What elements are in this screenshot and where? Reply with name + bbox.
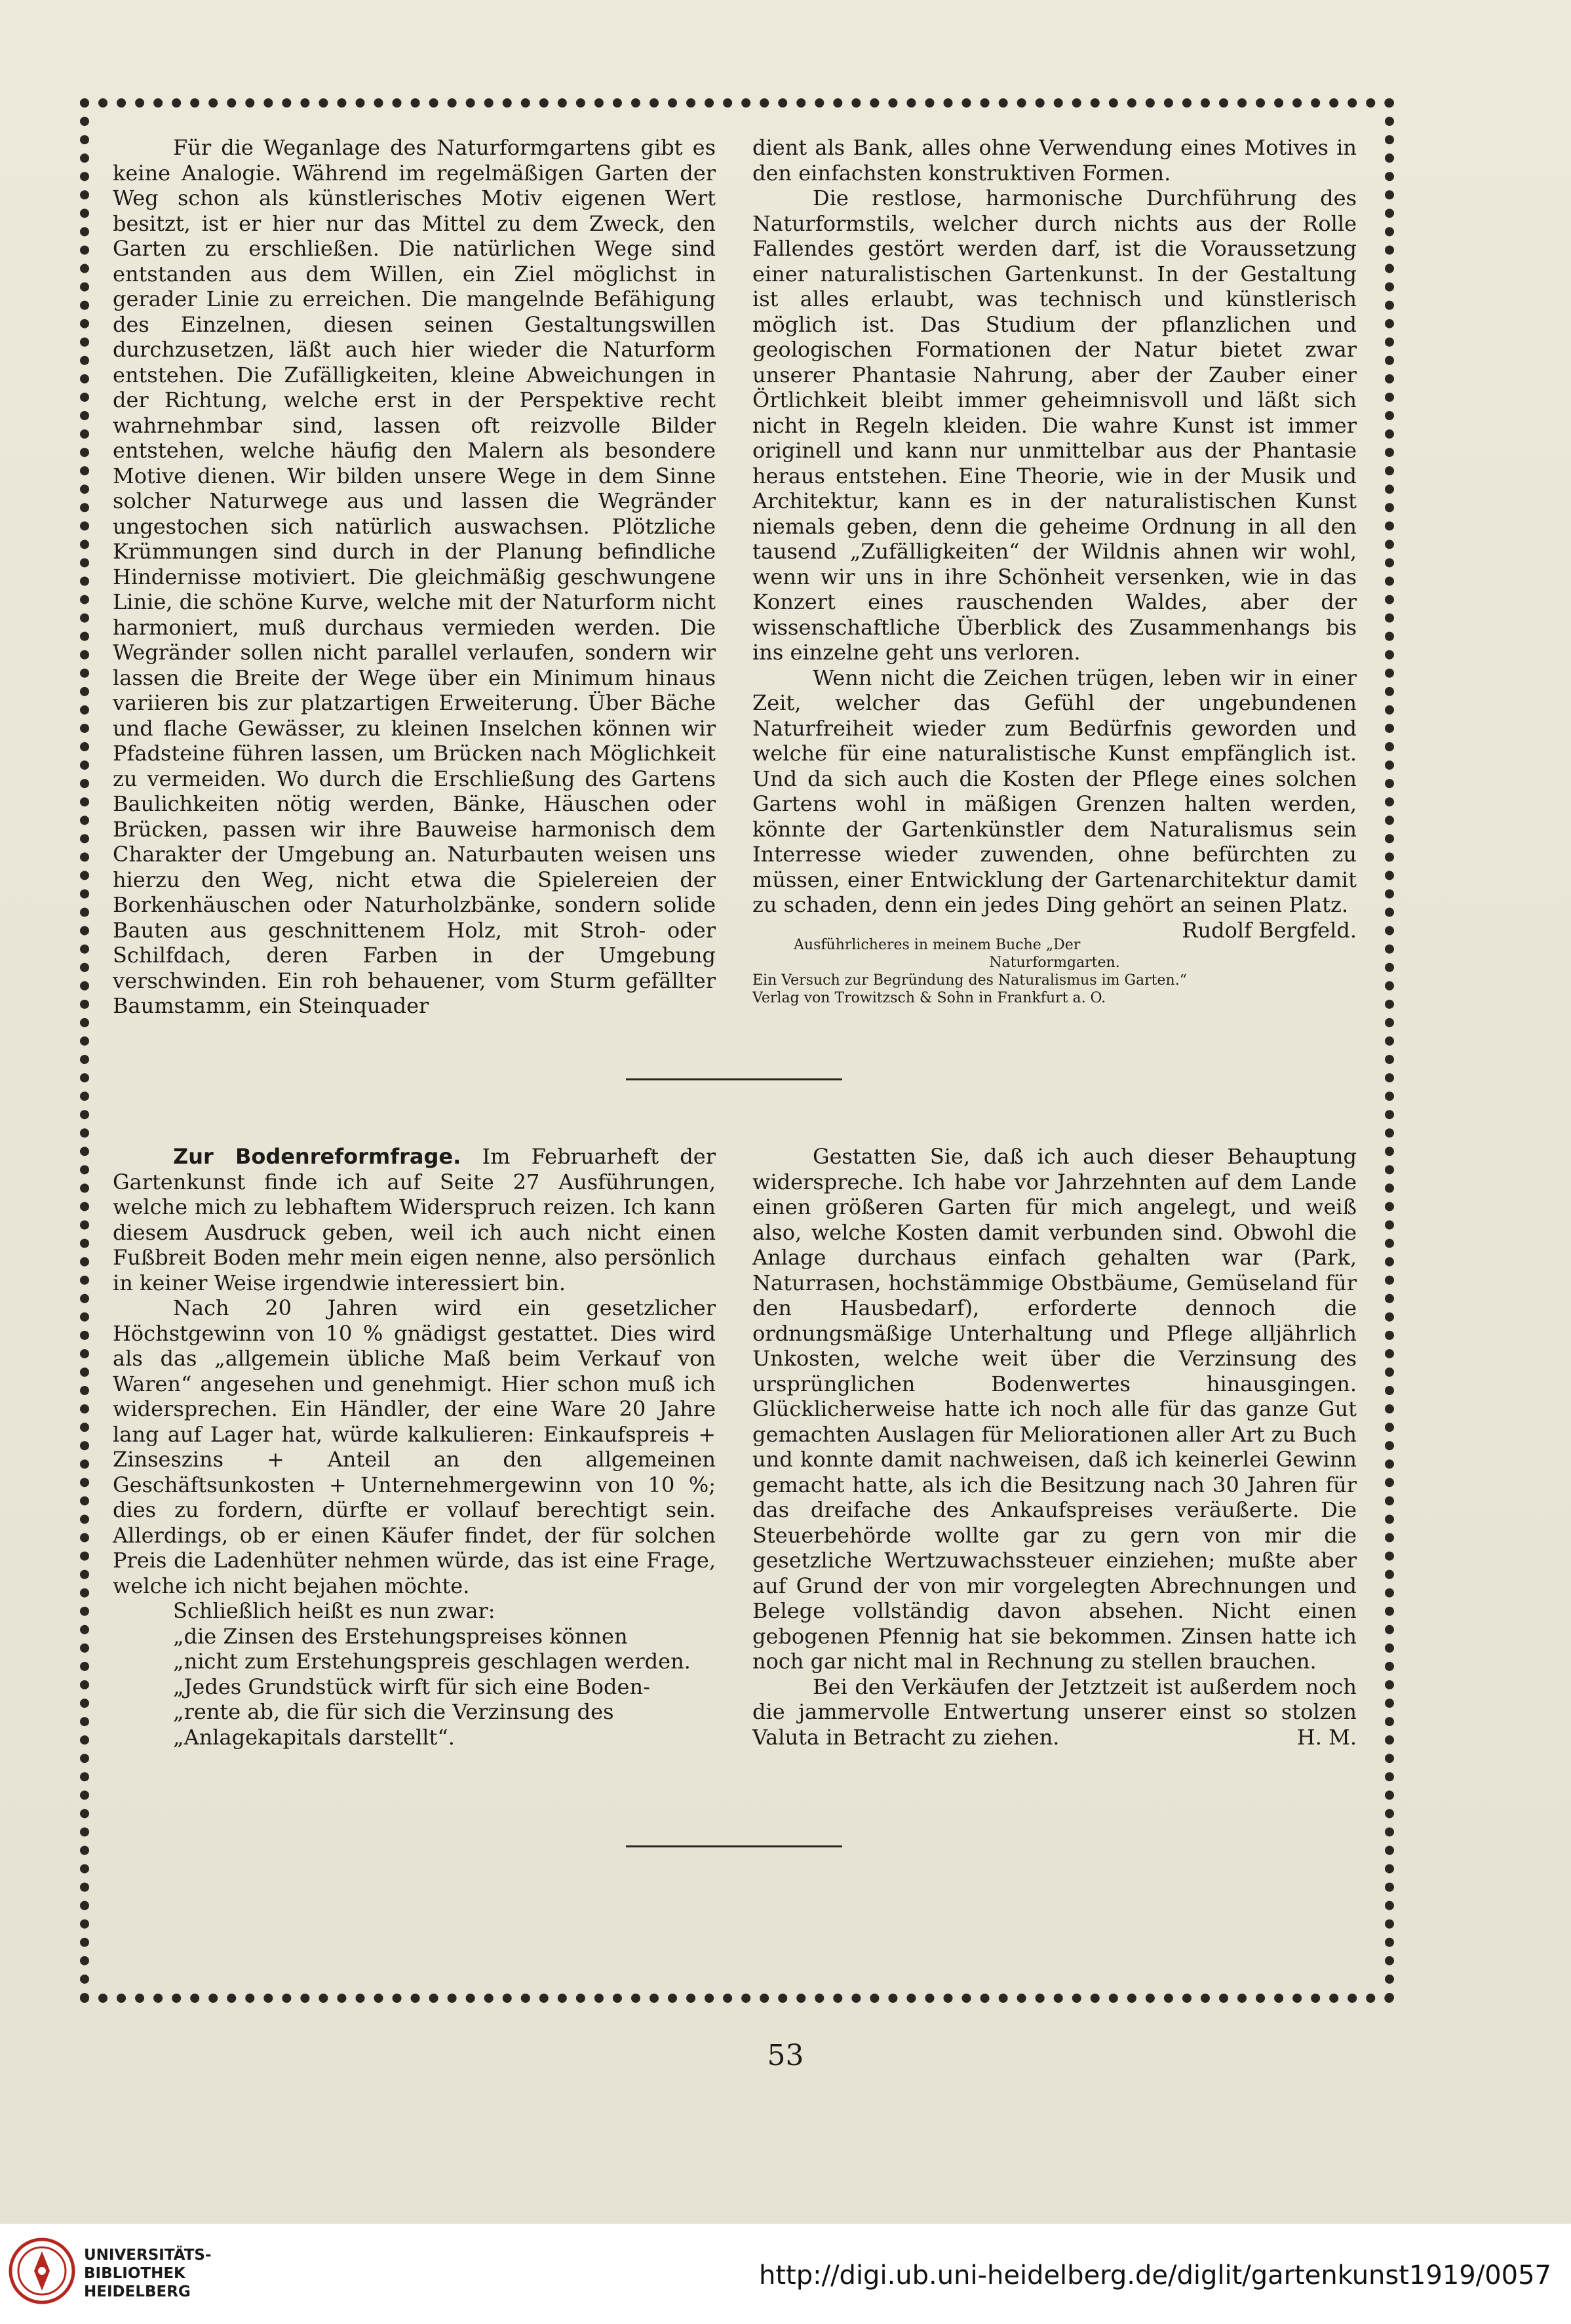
article1-footnote [752,936,1357,1007]
article1-left-column [113,135,716,1019]
article2-left-column [113,1144,716,1750]
footnote-line: Ausführlicheres in meinem Buche „Der Naturformgarten. [794,936,1120,971]
article2-paragraph: Gestatten Sie, daß ich auch dieser Behauptung widerspreche. Ich habe vor Jahrzehnten auf dem Lande einen größeren Garten für mich angelegt, und weiß also, welche Kosten damit verbunden sind. Obwohl die Anlage durchaus einfach gehalten war (Park, Naturrasen, hochstämmige Obstbäume, Gemüseland für den Hausbedarf), erforderte dennoch die ordnungsmäßige Unterhaltung und Pflege alljährlich Unkosten, welche weit über die Verzinsung des ursprünglichen Bodenwertes hinausgingen. Glücklicherweise hatte ich noch alle für das ganze Gut gemachten Auslagen für Meliorationen aller Art zu Buch und konnte damit nachweisen, daß ich keinerlei Gewinn gemacht hatte, als ich die Besitzung nach 30 Jahren für das dreifache des Ankaufspreises veräußerte. Die Steuerbehörde wollte gar zu gern von mir die gesetzliche Wertzuwachssteuer einziehen; mußte aber auf Grund der von mir vorgelegten Abrechnungen und Belege vollständig davon absehen. Nicht einen gebogenen Pfennig hat sie bekommen. Zinsen hatte ich noch gar nicht mal in Rechnung zu stellen brauchen. [752,1144,1357,1674]
article2-paragraph: Schließlich heißt es nun zwar: [173,1598,495,1623]
article1-paragraph [752,665,1357,943]
footnote-line: Ein Versuch zur Begründung des Naturalismus im Garten.“ [752,972,1187,989]
article2-right-column [752,1144,1357,1750]
article2-text: Im Februarheft der Gartenkunst finde ich auf Seite 27 Ausführungen, welche mich zu lebhaftem Widerspruch reizen. Ich kann diesem Ausdruck geben, weil ich auch nicht einen Fußbreit Boden mehr mein eigen nenne, also persönlich in keiner Weise irgendwie interessiert bin. [113,1144,716,1295]
article1-author: Rudolf Bergfeld. [1182,917,1357,943]
article2-closing-text: Bei den Verkäufen der Jetztzeit ist außerdem noch die jammervolle Entwertung unserer einst so stolzen Valuta in Betracht zu ziehen. [752,1674,1357,1750]
library-footer [0,2224,1571,2324]
article1-paragraph: dient als Bank, alles ohne Verwendung eines Motives in den einfachsten konstruktiven Formen. [752,135,1357,186]
article2-paragraph [752,1674,1357,1750]
article2-author: H. M. [1296,1724,1357,1750]
article1-paragraph: Die restlose, harmonische Durchführung des Naturformstils, welcher durch nichts aus der Rolle Fallendes gestört werden darf, ist die Voraussetzung einer naturalistischen Gartenkunst. In der Gestaltung ist alles erlaubt, was technisch und künstlerisch möglich ist. Das Studium der pflanzlichen und geologischen Formationen der Natur bietet zwar unserer Phantasie Nahrung, aber der Zauber einer Örtlichkeit bleibt immer geheimnisvoll und läßt sich nicht in Regeln kleiden. Die wahre Kunst ist immer originell und kann nur unmittelbar aus der Phantasie heraus entstehen. Eine Theorie, wie in der Musik und Architektur, kann es in der naturalistischen Kunst niemals geben, denn die geheime Ordnung in all den tausend „Zufälligkeiten“ der Wildnis ahnen wir wohl, wenn wir uns in ihre Schönheit versenken, wie in das Konzert eines rauschenden Waldes, aber der wissenschaftliche Überblick des Zusammenhangs bis ins einzelne geht uns verloren. [752,186,1357,665]
quote-line: „nicht zum Erstehungspreis geschlagen werden. [173,1649,691,1674]
article1-right-column [752,135,1357,1007]
section-divider [626,1845,842,1847]
quote-line: „die Zinsen des Erstehungspreises können [173,1623,628,1649]
page-number: 53 [767,2039,804,2072]
quote-line: „Anlagekapitals darstellt“. [173,1724,455,1750]
section-divider [626,1078,842,1080]
article2-paragraph [113,1144,716,1295]
article1-closing-text: Wenn nicht die Zeichen trügen, leben wir in einer Zeit, welcher das Gefühl der ungebundenen Naturfreiheit wieder zum Bedürfnis geworden und welche für eine naturalistische Kunst empfänglich ist. Und da sich auch die Kosten der Pflege eines solchen Gartens wohl in mäßigen Grenzen halten werden, könnte der Gartenkünstler dem Naturalismus sein Interresse wieder zuwenden, ohne befürchten zu müssen, einer Entwicklung der Gartenarchitektur damit zu schaden, denn ein jedes Ding gehört an seinen Platz. [752,665,1357,917]
logo-line: BIBLIOTHEK [84,2265,185,2282]
logo-line: HEIDELBERG [84,2283,191,2300]
quote-line: „Jedes Grundstück wirft für sich eine Boden- [173,1674,650,1699]
article1-paragraph: Für die Weganlage des Naturformgartens gibt es keine Analogie. Während im regelmäßigen Garten der Weg schon als künstlerisches Motiv eigenen Wert besitzt, ist er hier nur das Mittel zu dem Zweck, den Garten zu erschließen. Die natürlichen Wege sind entstanden aus dem Willen, ein Ziel möglichst in gerader Linie zu erreichen. Die mangelnde Befähigung des Einzelnen, diesen seinen Gestaltungswillen durchzusetzen, läßt auch hier wieder die Naturform entstehen. Die Zufälligkeiten, kleine Abweichungen in der Richtung, welche erst in der Perspektive recht wahrnehmbar sind, lassen oft reizvolle Bilder entstehen, welche häufig den Malern als besondere Motive dienen. Wir bilden unsere Wege in dem Sinne solcher Naturwege aus und lassen die Wegränder ungestochen sich natürlich auswachsen. Plötzliche Krümmungen sind durch in der Planung befindliche Hindernisse motiviert. Die gleichmäßig geschwungene Linie, die schöne Kurve, welche mit der Naturform nicht harmoniert, muß durchaus vermieden werden. Die Wegränder sollen nicht parallel verlaufen, sondern wir lassen die Breite der Wege über ein Minimum hinaus variieren bis zur platzartigen Erweiterung. Über Bäche und flache Gewässer, zu kleinen Inselchen können wir Pfadsteine führen lassen, um Brücken nach Möglichkeit zu vermeiden. Wo durch die Erschließung des Gartens Baulichkeiten nötig werden, Bänke, Häuschen oder Brücken, passen wir ihre Bauweise harmonisch dem Charakter der Umgebung an. Naturbauten weisen uns hierzu den Weg, nicht etwa die Spielereien der Borkenhäuschen oder Naturholzbänke, sondern solide Bauten aus geschnittenem Holz, mit Stroh- oder Schilfdach, deren Farben in der Umgebung verschwinden. Ein roh behauener, vom Sturm gefällter Baumstamm, ein Steinquader [113,135,716,1018]
logo-line: UNIVERSITÄTS- [84,2247,212,2264]
university-seal-icon [8,2237,76,2305]
library-logo-text [84,2246,212,2301]
article2-paragraph: Nach 20 Jahren wird ein gesetzlicher Höchstgewinn von 10 % gnädigst gestattet. Dies wird als das „allgemein übliche Maß beim Verkauf von Waren“ angesehen und genehmigt. Hier schon muß ich widersprechen. Ein Händler, der eine Ware 20 Jahre lang auf Lager hat, würde kalkulieren: Einkaufspreis + Zinseszins + Anteil an den allgemeinen Geschäftsunkosten + Unternehmergewinn von 10 %; dies zu fordern, dürfte er vollauf berechtigt sein. Allerdings, ob er einen Käufer findet, der für solchen Preis die Ladenhüter nehmen würde, das ist eine Frage, welche ich nicht bejahen möchte. [113,1295,716,1598]
footnote-line: Verlag von Trowitzsch & Sohn in Frankfurt a. O. [752,989,1106,1006]
source-url-link[interactable]: http://digi.ub.uni-heidelberg.de/diglit/gartenkunst1919/0057 [759,2260,1551,2291]
article2-heading: Zur Bodenreformfrage. [173,1144,461,1169]
quote-line: „rente ab, die für sich die Verzinsung des [173,1699,614,1724]
